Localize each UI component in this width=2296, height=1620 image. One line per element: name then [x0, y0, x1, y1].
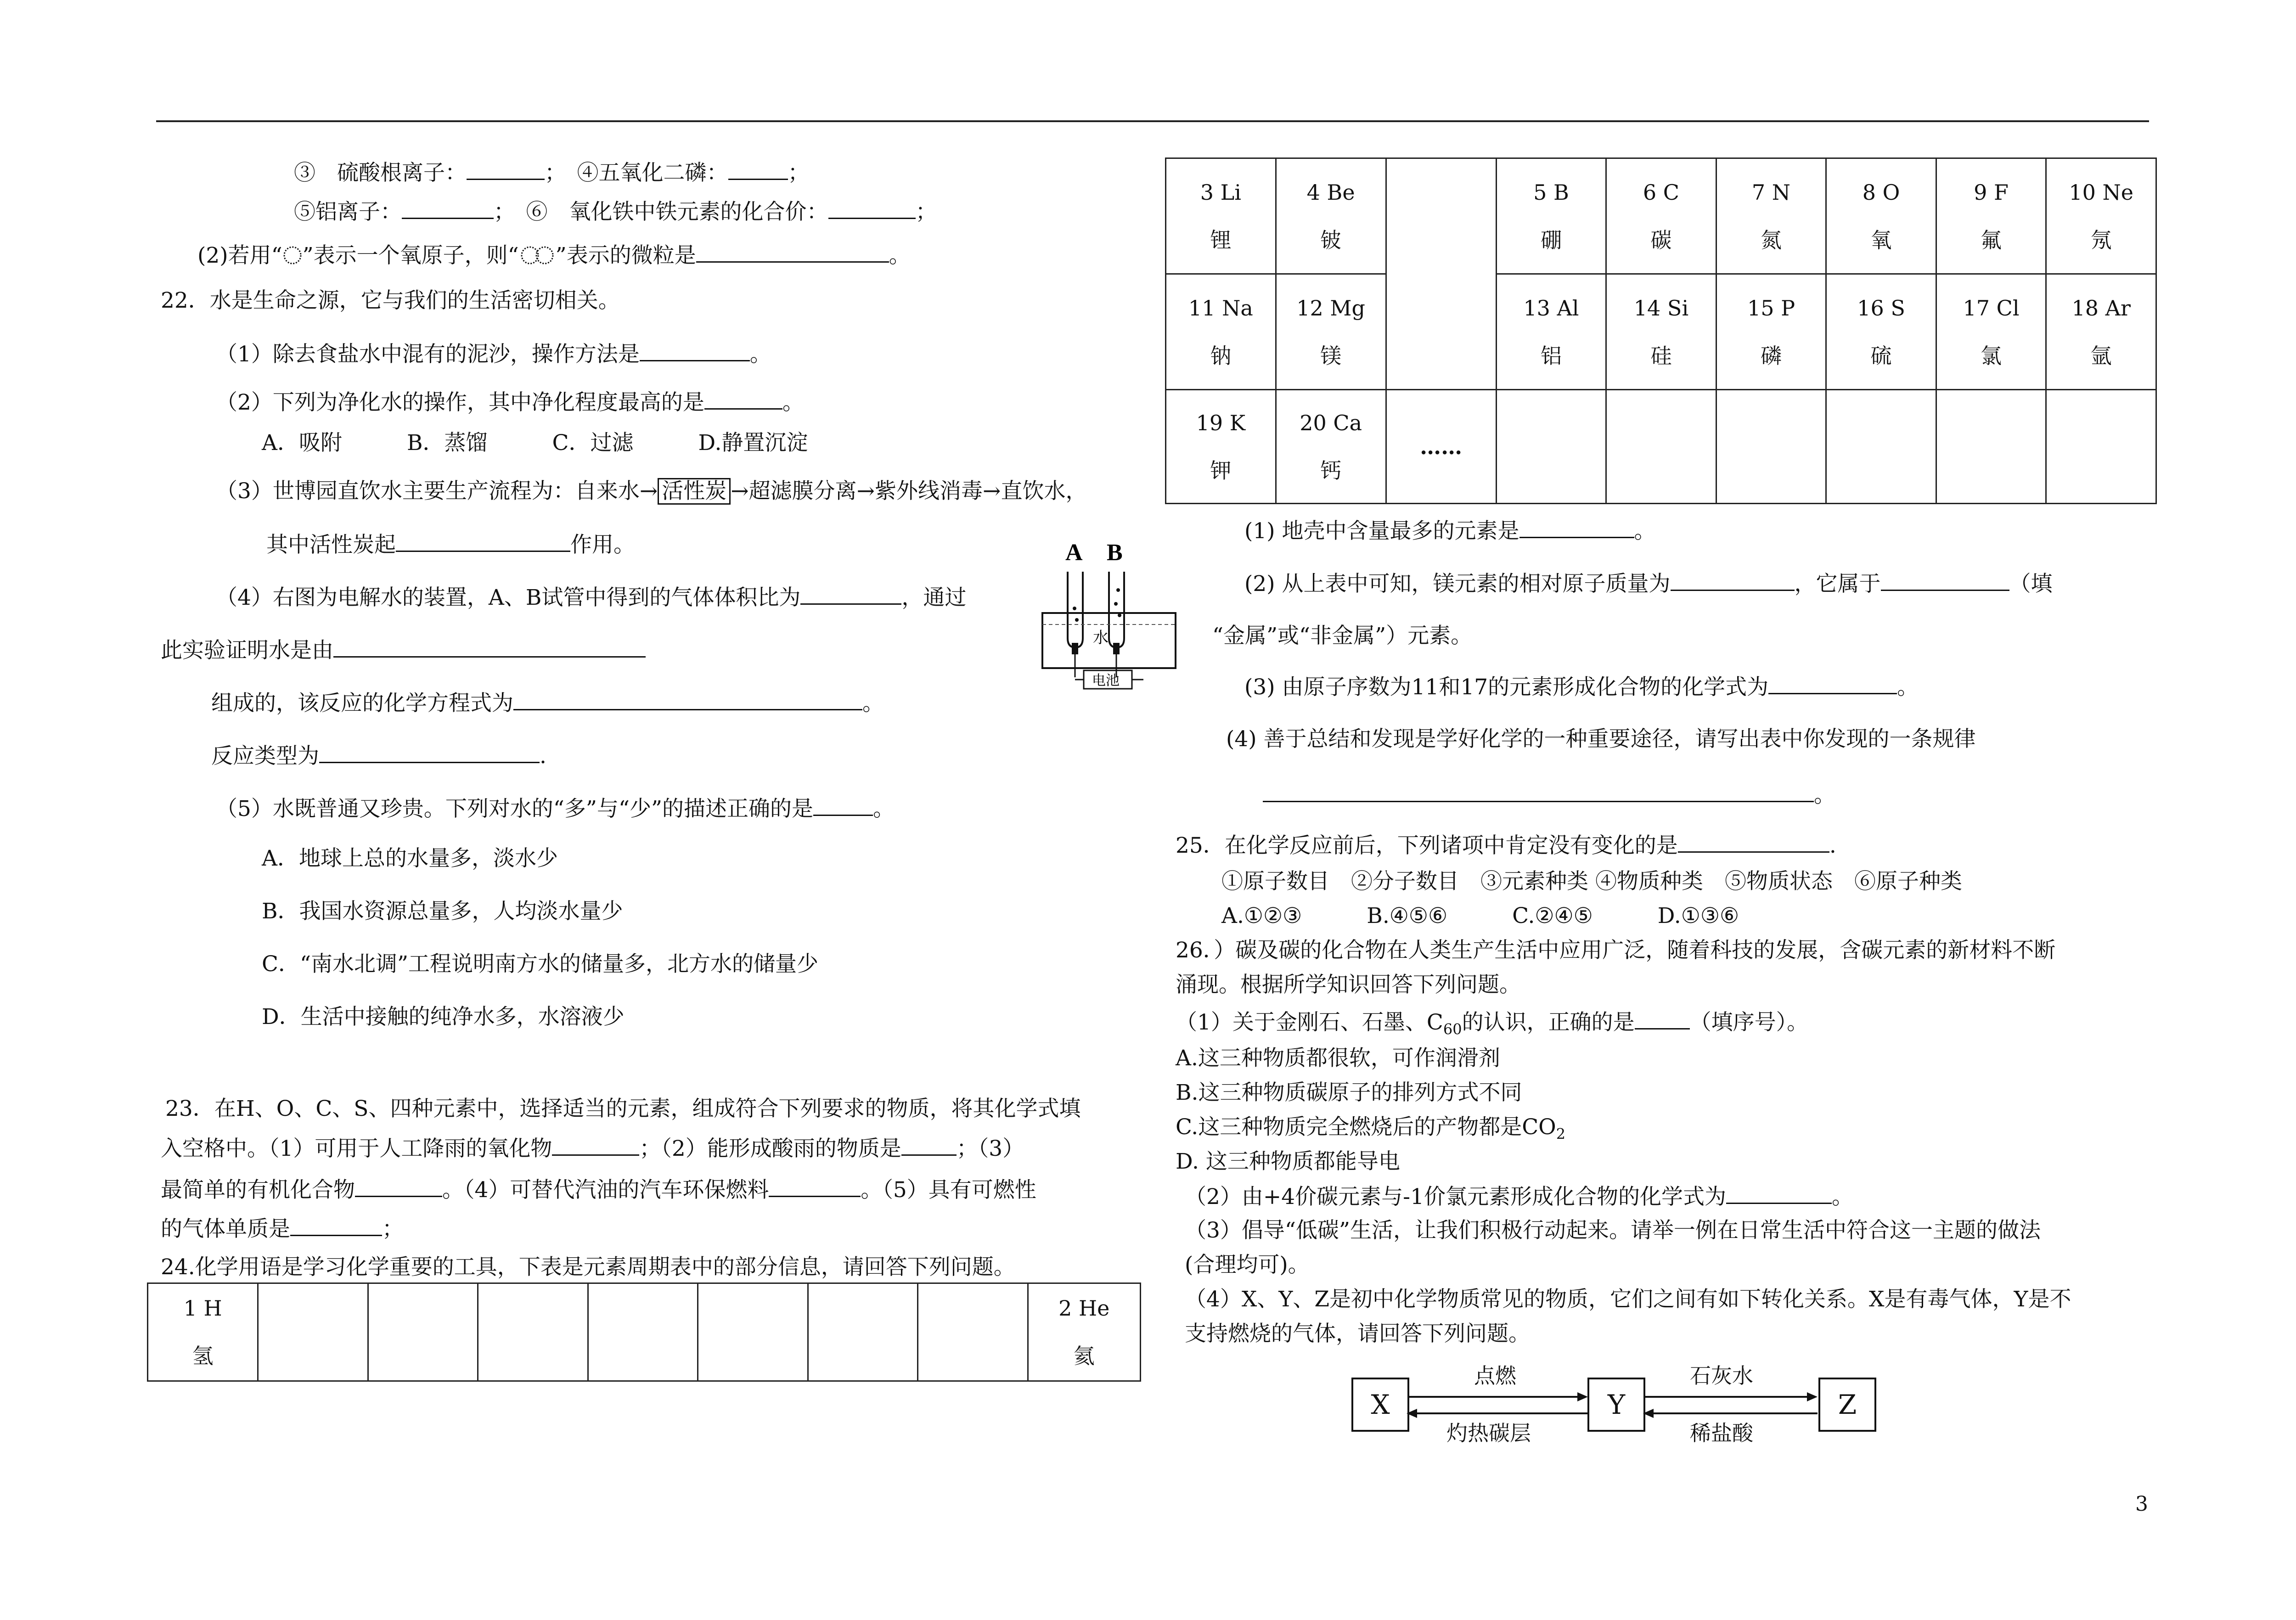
q22-1: （1）除去食盐水中混有的泥沙，操作方法是 。 — [216, 340, 771, 368]
q26-line1: 26．）碳及碳的化合物在人类生产生活中应用广泛，随着科技的发展，含碳元素的新材料不断 — [1176, 938, 2056, 963]
q26-4: （4）X、Y、Z是初中化学物质常见的物质，它们之间有如下转化关系。X是有毒气体，Y是不 — [1185, 1287, 2071, 1312]
element-cell-empty — [2046, 390, 2156, 504]
arrow-label-limewater: 石灰水 — [1690, 1363, 1753, 1388]
element-cell-empty — [918, 1283, 1028, 1381]
q22-5: （5）水既普通又珍贵。下列对水的“多”与“少”的描述正确的是 。 — [216, 794, 895, 823]
blank[interactable] — [828, 197, 916, 219]
page-number: 3 — [2135, 1492, 2148, 1516]
element-cell-n: 7 N 氮 — [1716, 158, 1826, 274]
q26-1-D: D. 这三种物质都能导电 — [1176, 1149, 1400, 1174]
blank[interactable] — [355, 1176, 442, 1197]
q26-2: （2）由+4价碳元素与-1价氯元素形成化合物的化学式为 。 — [1185, 1182, 1853, 1211]
element-cell-si: 14 Si 硅 — [1606, 274, 1716, 390]
blank[interactable] — [396, 530, 570, 552]
box-x: X — [1351, 1378, 1409, 1432]
q22-5-B: B．我国水资源总量多，人均淡水量少 — [262, 899, 623, 924]
blank[interactable] — [640, 340, 750, 361]
element-cell-k: 19 K 钾 — [1166, 390, 1276, 504]
blank[interactable] — [813, 794, 873, 816]
q22-4-eq: 组成的，该反应的化学方程式为 。 — [211, 689, 884, 717]
blank[interactable] — [467, 158, 545, 180]
q23-line2: 入空格中。（1）可用于人工降雨的氧化物 ；（2）能形成酸雨的物质是 ；（3） — [161, 1134, 1024, 1163]
periodic-table-rows2-4 — [1165, 158, 2157, 504]
blank[interactable] — [552, 1134, 639, 1156]
q22-5-D: D．生活中接触的纯净水多，水溶液少 — [262, 1004, 625, 1029]
element-cell-empty — [1496, 390, 1606, 504]
element-cell-f: 9 F 氟 — [1936, 158, 2046, 274]
q24-title: 24.化学用语是学习化学重要的工具，下表是元素周期表中的部分信息，请回答下列问题。 — [161, 1254, 1015, 1280]
q23-line4: 的气体单质是 ； — [161, 1215, 404, 1243]
blank[interactable] — [901, 1134, 957, 1156]
element-cell-cl: 17 Cl 氯 — [1936, 274, 2046, 390]
blank[interactable] — [1635, 1008, 1690, 1029]
q22-4: （4）右图为电解水的装置，A、B试管中得到的气体体积比为 ，通过 — [216, 583, 966, 612]
header-rule — [156, 120, 2149, 122]
battery-label: 电池 — [1092, 673, 1120, 688]
oxygen-molecule-icon — [519, 245, 556, 265]
blank[interactable] — [1768, 673, 1897, 694]
element-cell-empty — [258, 1283, 368, 1381]
q26-3-cont: (合理均可)。 — [1185, 1252, 1310, 1277]
blank[interactable] — [1263, 781, 1814, 802]
blank[interactable] — [696, 241, 889, 263]
element-cell-li: 3 Li 锂 — [1166, 158, 1276, 274]
q23-line1: 23．在H、O、C、S、四种元素中，选择适当的元素，组成符合下列要求的物质，将其化学式填 — [165, 1096, 1081, 1121]
arrow-label-hot-carbon: 灼热碳层 — [1446, 1421, 1531, 1446]
arrow-label-ignite: 点燃 — [1474, 1363, 1516, 1388]
q23-line3: 最简单的有机化合物 。（4）可替代汽油的汽车环保燃料 。（5）具有可燃性 — [161, 1176, 1036, 1204]
element-cell-empty — [1826, 390, 1936, 504]
element-cell-empty — [808, 1283, 917, 1381]
q26-1-B: B.这三种物质碳原子的排列方式不同 — [1176, 1080, 1522, 1105]
q24-2-cont: “金属”或“非金属”）元素。 — [1212, 623, 1473, 648]
element-cell-ne: 10 Ne 氖 — [2046, 158, 2156, 274]
element-cell-o: 8 O 氧 — [1826, 158, 1936, 274]
blank[interactable] — [1519, 517, 1634, 538]
element-cell-gap — [1386, 158, 1496, 390]
q22-3-cont: 其中活性炭起 作用。 — [266, 530, 635, 559]
q22-5-C: C．“南水北调”工程说明南方水的储量多，北方水的储量少 — [262, 951, 819, 977]
q26-1: （1）关于金刚石、石墨、$C_{60}$的认识，正确的是 （填序号）。 — [1176, 1008, 1808, 1043]
q25-items: ①原子数目 ②分子数目 ③元素种类 ④物质种类 ⑤物质状态 ⑥原子种类 — [1221, 869, 1962, 894]
blank[interactable] — [319, 742, 540, 763]
q22-2: （2）下列为净化水的操作，其中净化程度最高的是 。 — [216, 388, 804, 416]
box-z: Z — [1818, 1378, 1876, 1432]
element-cell-s: 16 S 硫 — [1826, 274, 1936, 390]
line-oxygen-model: (2)若用“ ”表示一个氧原子，则“ ”表示的微粒是 。 — [197, 241, 911, 270]
blank[interactable] — [769, 1176, 861, 1197]
oxygen-atom-icon — [282, 245, 303, 265]
element-cell-al: 13 Al 铝 — [1496, 274, 1606, 390]
q24-4-blank: 。 — [1263, 781, 1835, 809]
q24-1: (1) 地壳中含量最多的元素是 。 — [1244, 517, 1656, 545]
blank[interactable] — [1726, 1182, 1832, 1204]
q26-1-A: A.这三种物质都很软，可作润滑剂 — [1176, 1046, 1500, 1071]
element-cell-empty — [698, 1283, 808, 1381]
element-cell-be: 4 Be 铍 — [1276, 158, 1386, 274]
element-cell-c: 6 C 碳 — [1606, 158, 1716, 274]
water-label: 水 — [1093, 630, 1109, 647]
element-cell-empty — [1606, 390, 1716, 504]
q24-2: (2) 从上表中可知，镁元素的相对原子质量为 ，它属于 （填 — [1244, 569, 2053, 598]
q22-4-type: 反应类型为 . — [211, 742, 546, 770]
element-cell-empty — [588, 1283, 698, 1381]
blank[interactable] — [513, 689, 862, 710]
blank[interactable] — [333, 636, 646, 658]
activated-carbon-box: 活性炭 — [658, 478, 731, 505]
q26-4-cont: 支持燃烧的气体，请回答下列问题。 — [1185, 1321, 1530, 1346]
element-cell-mg: 12 Mg 镁 — [1276, 274, 1386, 390]
q25: 25．在化学反应前后，下列诸项中肯定没有变化的是 . — [1176, 831, 1836, 860]
line-ions-1: ③ 硫酸根离子： ； ④五氧化二磷： ； — [294, 158, 810, 187]
electrolysis-apparatus-figure — [1033, 540, 1185, 691]
element-cell-p: 15 P 磷 — [1716, 274, 1826, 390]
q22-title: 22．水是生命之源，它与我们的生活密切相关。 — [161, 288, 620, 313]
line-ions-2: ⑤铝离子： ； ⑥ 氧化铁中铁元素的化合价： ； — [294, 197, 937, 226]
element-cell-ar: 18 Ar 氩 — [2046, 274, 2156, 390]
blank[interactable] — [728, 158, 788, 180]
arrow-label-hcl: 稀盐酸 — [1690, 1421, 1753, 1446]
ellipsis-cell: …… — [1386, 390, 1496, 504]
blank[interactable] — [1678, 831, 1829, 853]
blank[interactable] — [290, 1215, 382, 1236]
q24-4: (4) 善于总结和发现是学好化学的一种重要途径，请写出表中你发现的一条规律 — [1226, 726, 1976, 752]
element-cell-h: 1 H 氢 — [148, 1283, 258, 1381]
blank[interactable] — [402, 197, 494, 219]
q25-options: A.①②③ B.④⑤⑥ C.②④⑤ D.①③⑥ — [1221, 903, 1739, 928]
q26-line2: 涌现。根据所学知识回答下列问题。 — [1176, 972, 1521, 997]
q24-3: (3) 由原子序数为11和17的元素形成化合物的化学式为 。 — [1244, 673, 1919, 701]
tube-b-label: B — [1107, 540, 1123, 566]
q22-5-A: A．地球上总的水量多，淡水少 — [262, 846, 558, 871]
blank[interactable] — [704, 388, 782, 410]
periodic-table-row1 — [147, 1282, 1141, 1382]
element-cell-empty — [478, 1283, 588, 1381]
element-cell-empty — [1936, 390, 2046, 504]
blank[interactable] — [1881, 569, 2009, 591]
element-cell-he: 2 He 氦 — [1028, 1283, 1140, 1381]
q26-1-C: C.这三种物质完全燃烧后的产物都是$CO_2$ — [1176, 1114, 1566, 1143]
element-cell-ca: 20 Ca 钙 — [1276, 390, 1386, 504]
element-cell-na: 11 Na 钠 — [1166, 274, 1276, 390]
box-y: Y — [1587, 1378, 1645, 1432]
q26-3: （3）倡导“低碳”生活，让我们积极行动起来。请举一例在日常生活中符合这一主题的做法 — [1185, 1218, 2041, 1243]
tube-a-label: A — [1065, 540, 1083, 566]
element-cell-empty — [1716, 390, 1826, 504]
element-cell-empty — [368, 1283, 478, 1381]
element-cell-b: 5 B 硼 — [1496, 158, 1606, 274]
blank[interactable] — [800, 583, 901, 605]
q22-2-options: A．吸附 B．蒸馏 C．过滤 D.静置沉淀 — [262, 430, 808, 456]
q22-3: （3）世博园直饮水主要生产流程为：自来水→ 活性炭 →超滤膜分离→紫外线消毒→直饮水， — [216, 478, 1087, 504]
q22-4-cont: 此实验证明水是由 — [161, 636, 646, 664]
blank[interactable] — [1671, 569, 1795, 591]
